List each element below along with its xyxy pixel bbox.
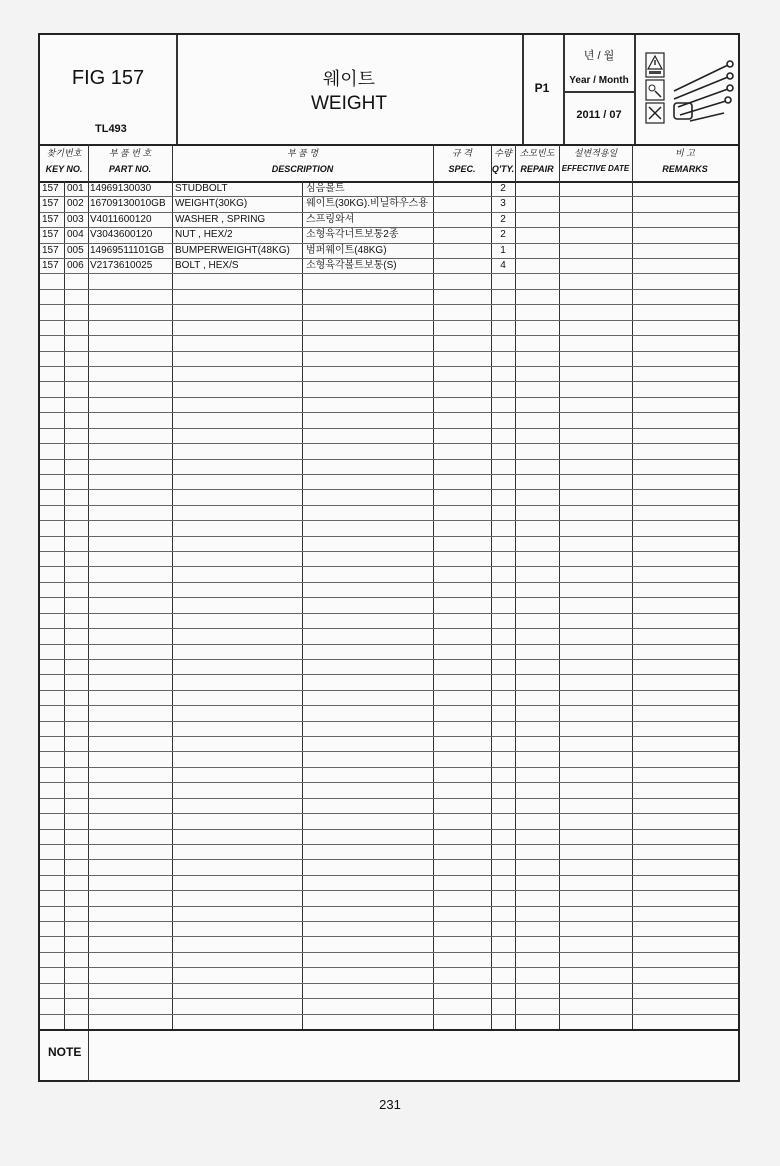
table-row — [40, 520, 738, 536]
wrench-set-icon — [674, 61, 733, 121]
description-korean-cell: 소형육각볼트보통(S) — [306, 260, 397, 272]
description-korean-cell: 소형육각너트보통2종 — [306, 229, 399, 241]
table-row — [40, 505, 738, 521]
table-row — [40, 274, 738, 290]
part-number-cell: 16709130010GB — [90, 198, 166, 210]
warning-icon — [646, 53, 664, 77]
column-header-row — [40, 144, 738, 183]
description-english-cell: STUDBOLT — [175, 183, 228, 194]
col-repair-kr: 소모빈도 — [519, 148, 555, 158]
table-row — [40, 613, 738, 629]
table-row — [40, 289, 738, 305]
col-repair-en: REPAIR — [520, 164, 554, 174]
table-row — [40, 459, 738, 475]
table-row — [40, 844, 738, 860]
table-row — [40, 767, 738, 783]
note-box — [40, 1029, 738, 1082]
quantity-cell: 3 — [500, 198, 506, 210]
table-row — [40, 443, 738, 459]
table-row — [40, 320, 738, 336]
col-date-kr: 설변적용일 — [573, 148, 618, 158]
table-row — [40, 721, 738, 737]
part-number-cell: V2173610025 — [90, 260, 153, 272]
col-part-en: PART NO. — [108, 164, 152, 174]
assembly-name-korean: 웨이트 — [322, 69, 376, 89]
fig-number-cell: 157 — [42, 229, 59, 241]
year-month-label-korean: 년 / 월 — [583, 50, 615, 62]
fig-number-cell: 157 — [42, 244, 59, 256]
col-spec-kr: 규 격 — [452, 148, 472, 158]
table-row — [40, 983, 738, 999]
table-row — [40, 644, 738, 660]
quantity-cell: 1 — [500, 244, 506, 256]
key-number-cell: 006 — [67, 260, 84, 272]
col-key-kr: 찾기번호 — [46, 148, 82, 158]
table-row — [40, 1014, 738, 1030]
table-row — [40, 829, 738, 845]
description-english-cell: WASHER , SPRING — [175, 213, 266, 225]
table-row — [40, 551, 738, 567]
col-desc-kr: 부 품 명 — [286, 148, 319, 158]
col-qty-en: Q'TY. — [491, 164, 515, 174]
fig-number-cell: 157 — [42, 260, 59, 272]
table-row — [40, 705, 738, 721]
part-number-cell: V3043600120 — [90, 229, 153, 241]
table-row — [40, 474, 738, 490]
table-row — [40, 906, 738, 922]
col-part-kr: 부 품 번 호 — [108, 148, 152, 158]
col-remarks-en: REMARKS — [662, 164, 708, 174]
parts-table — [40, 181, 738, 1029]
table-row — [40, 412, 738, 428]
figure-number: FIG 157 — [71, 67, 145, 89]
table-row — [40, 736, 738, 752]
table-row — [40, 674, 738, 690]
key-number-cell: 001 — [67, 183, 84, 194]
quantity-cell: 2 — [500, 213, 506, 225]
table-row — [40, 597, 738, 613]
col-spec-en: SPEC. — [448, 164, 476, 174]
table-row — [40, 489, 738, 505]
part-number-cell: 14969130030 — [90, 183, 152, 194]
table-row — [40, 304, 738, 320]
description-korean-cell: 심음볼트 — [306, 183, 345, 194]
table-row — [40, 227, 738, 243]
table-row — [40, 212, 738, 228]
col-remarks-kr: 비 고 — [675, 148, 695, 158]
part-number-cell: 14969511101GB — [90, 244, 165, 256]
fig-number-cell: 157 — [42, 198, 59, 210]
table-row — [40, 428, 738, 444]
table-row — [40, 751, 738, 767]
table-row — [40, 243, 738, 259]
parts-list-sheet — [38, 33, 740, 1082]
note-label: NOTE — [48, 1045, 82, 1059]
table-row — [40, 875, 738, 891]
table-row — [40, 566, 738, 582]
key-number-cell: 005 — [67, 244, 84, 256]
table-row — [40, 782, 738, 798]
model-code: TL493 — [95, 123, 127, 135]
table-row — [40, 335, 738, 351]
table-row — [40, 258, 738, 274]
quantity-cell: 4 — [500, 260, 506, 272]
table-row — [40, 967, 738, 983]
table-row — [40, 659, 738, 675]
description-english-cell: NUT , HEX/2 — [175, 229, 233, 241]
table-row — [40, 536, 738, 552]
table-row — [40, 351, 738, 367]
table-row — [40, 397, 738, 413]
table-row — [40, 859, 738, 875]
part-number-cell: V4011600120 — [90, 213, 152, 225]
table-row — [40, 798, 738, 814]
symbol-icons — [640, 51, 736, 131]
table-row — [40, 890, 738, 906]
col-key-en: KEY NO. — [45, 164, 83, 174]
fig-number-cell: 157 — [42, 183, 59, 194]
col-date-en: EFFECTIVE DATE — [561, 164, 630, 173]
table-row — [40, 196, 738, 212]
col-desc-en: DESCRIPTION — [271, 164, 334, 174]
key-number-cell: 003 — [67, 213, 84, 225]
description-korean-cell: 웨이트(30KG).비닐하우스용 — [306, 198, 428, 210]
fig-number-cell: 157 — [42, 213, 59, 225]
table-row — [40, 690, 738, 706]
col-qty-kr: 수량 — [494, 148, 512, 158]
table-row — [40, 628, 738, 644]
assembly-name-english: WEIGHT — [311, 93, 387, 114]
table-row — [40, 921, 738, 937]
description-korean-cell: 범퍼웨이트(48KG) — [306, 244, 387, 256]
description-english-cell: BOLT , HEX/S — [175, 260, 239, 272]
year-month-value: 2011 / 07 — [576, 109, 622, 121]
table-row — [40, 582, 738, 598]
tool-manual-icon — [646, 80, 664, 123]
table-row — [40, 181, 738, 197]
page-number: 231 — [379, 1097, 401, 1112]
year-month-label: Year / Month — [569, 75, 629, 86]
table-row — [40, 936, 738, 952]
table-row — [40, 952, 738, 968]
description-english-cell: BUMPERWEIGHT(48KG) — [175, 244, 290, 256]
table-row — [40, 998, 738, 1014]
quantity-cell: 2 — [500, 229, 506, 241]
header-block — [40, 35, 738, 146]
description-english-cell: WEIGHT(30KG) — [175, 198, 248, 210]
quantity-cell: 2 — [500, 183, 506, 194]
sheet-page-label: P1 — [534, 81, 550, 95]
key-number-cell: 002 — [67, 198, 84, 210]
table-row — [40, 366, 738, 382]
description-korean-cell: 스프링와셔 — [306, 213, 355, 225]
key-number-cell: 004 — [67, 229, 84, 241]
table-row — [40, 381, 738, 397]
table-row — [40, 813, 738, 829]
